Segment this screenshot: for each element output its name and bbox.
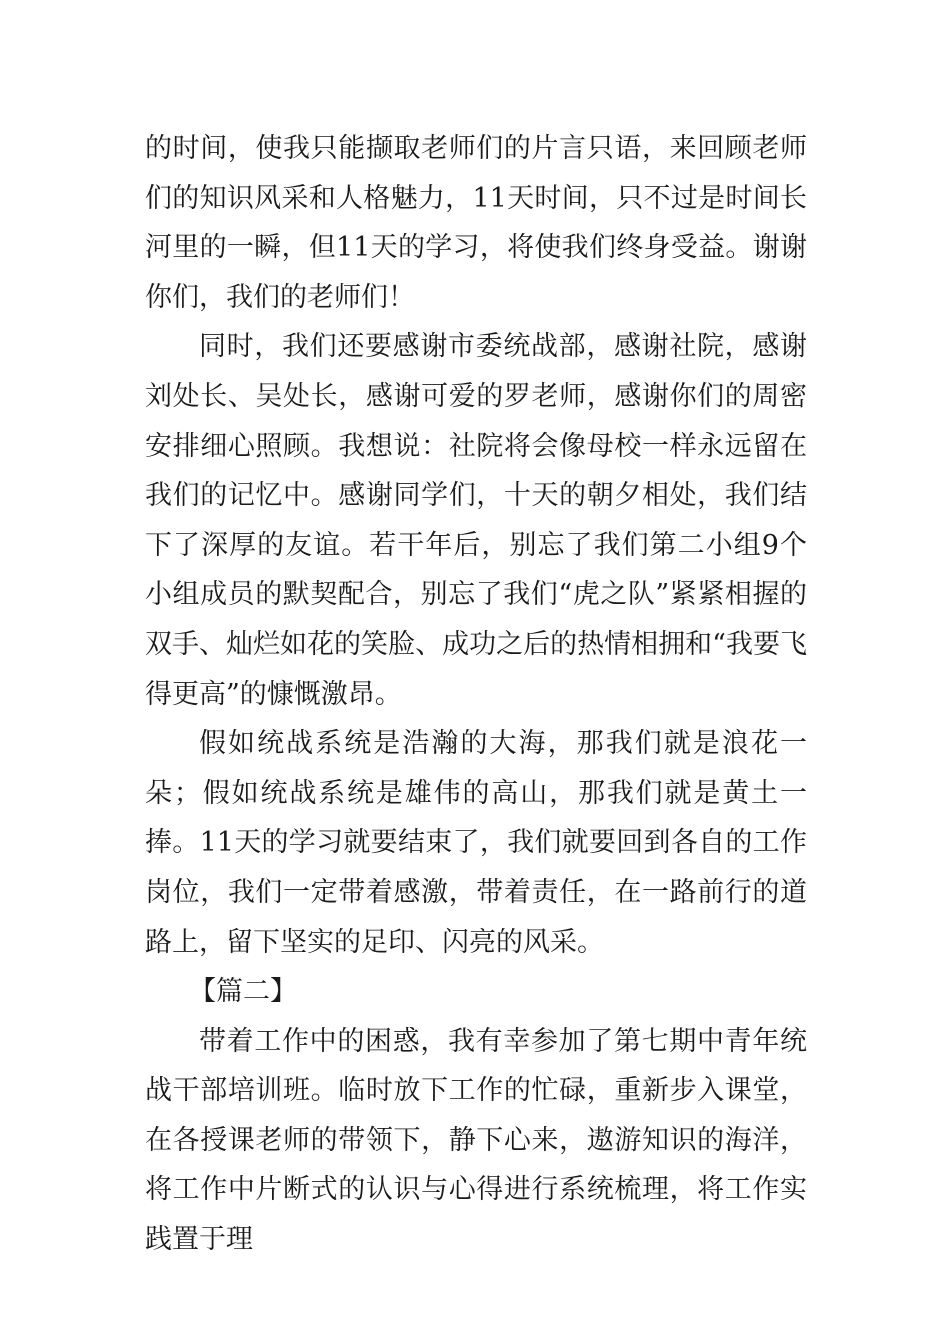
paragraph-section-two: 带着工作中的困惑，我有幸参加了第七期中青年统战干部培训班。临时放下工作的忙碌，重新步入课堂，在各授课老师的带领下，静下心来，遨游知识的海洋，将工作中片断式的认识与心得进行系统梳理，将工作实践置于理	[145, 1025, 807, 1256]
paragraph-continuation: 的时间，使我只能撷取老师们的片言只语，来回顾老师们的知识风采和人格魅力，11天时间，只不过是时间长河里的一瞬，但11天的学习，将使我们终身受益。谢谢你们，我们的老师们！	[145, 133, 807, 313]
document-body	[145, 124, 807, 1265]
paragraph-thanks: 同时，我们还要感谢市委统战部，感谢社院，感谢刘处长、吴处长，感谢可爱的罗老师，感谢你们的周密安排细心照顾。我想说：社院将会像母校一样永远留在我们的记忆中。感谢同学们，十天的朝夕相处，我们结下了深厚的友谊。若干年后，别忘了我们第二小组9个小组成员的默契配合，别忘了我们“虎之队”紧紧相握的双手、灿烂如花的笑脸、成功之后的热情相拥和“我要飞得更高”的慷慨激昂。	[145, 331, 807, 710]
paragraph-metaphor: 假如统战系统是浩瀚的大海，那我们就是浪花一朵；假如统战系统是雄伟的高山，那我们就是黄土一捧。11天的学习就要结束了，我们就要回到各自的工作岗位，我们一定带着感激，带着责任，在一路前行的道路上，留下坚实的足印、闪亮的风采。	[145, 728, 807, 958]
section-heading: 【篇二】	[189, 976, 297, 1008]
